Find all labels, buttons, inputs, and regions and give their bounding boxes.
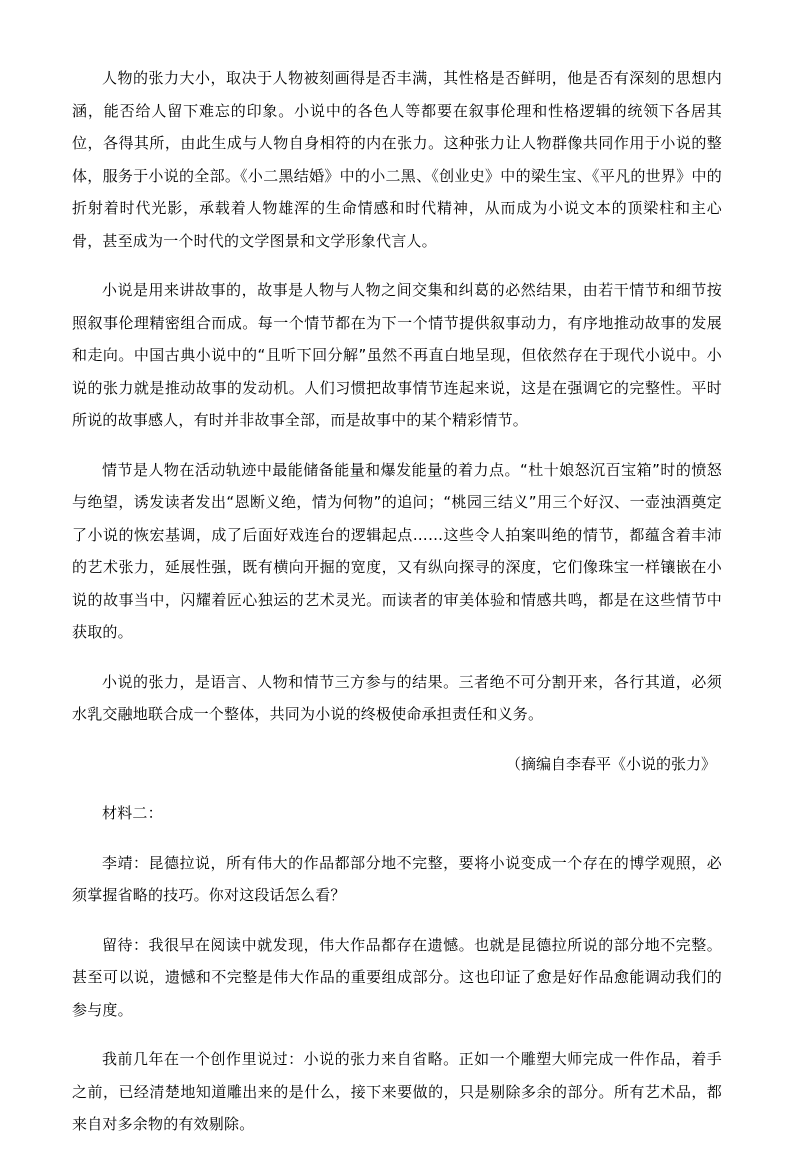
material-two-heading: 材料二： [102, 804, 163, 822]
document-page [72, 62, 722, 1158]
paragraph-conclusion: 小说的张力，是语言、人物和情节三方参与的结果。三者绝不可分割开来，各行其道，必须水乳交融地联合成一个整体，共同为小说的终极使命承担责任和义务。 [72, 672, 722, 723]
paragraph-plot: 情节是人物在活动轨迹中最能储备能量和爆发能量的着力点。“杜十娘怒沉百宝箱”时的愤怒与绝望，诱发读者发出“恩断义绝，情为何物”的追问；“桃园三结义”用三个好汉、一壶浊酒奠定了小说的恢宏基调，成了后面好戏连台的逻辑起点……这些令人拍案叫绝的情节，都蕴含着丰沛的艺术张力，延展性强，既有横向开掘的宽度，又有纵向探寻的深度，它们像珠宝一样镶嵌在小说的故事当中，闪耀着匠心独运的艺术灵光。而读者的审美体验和情感共鸣，都是在这些情节中获取的。 [72, 460, 722, 641]
paragraph-question: 李靖：昆德拉说，所有伟大的作品都部分地不完整，要将小说变成一个存在的博学观照，必须掌握省略的技巧。你对这段话怎么看？ [72, 853, 722, 904]
paragraph-answer: 留待：我很早在阅读中就发现，伟大作品都存在遗憾。也就是昆德拉所说的部分地不完整。甚至可以说，遗憾和不完整是伟大作品的重要组成部分。这也印证了愈是好作品愈能调动我们的参与度。 [72, 935, 722, 1019]
paragraph-character-tension: 人物的张力大小，取决于人物被刻画得是否丰满，其性格是否鲜明，他是否有深刻的思想内涵，能否给人留下难忘的印象。小说中的各色人等都要在叙事伦理和性格逻辑的统领下各居其位，各得其所，由此生成与人物自身相符的内在张力。这种张力让人物群像共同作用于小说的整体，服务于小说的全部。《小二黑结婚》中的小二黑、《创业史》中的梁生宝、《平凡的世界》中的折射着时代光影，承载着人物雄浑的生命情感和时代精神，从而成为小说文本的顶梁柱和主心骨，甚至成为一个时代的文学图景和文学形象代言人。 [72, 69, 722, 250]
paragraph-omission: 我前几年在一个创作里说过：小说的张力来自省略。正如一个雕塑大师完成一件作品，着手之前，已经清楚地知道雕出来的是什么，接下来要做的，只是剔除多余的部分。所有艺术品，都来自对多余物的有效剔除。 [72, 1050, 722, 1133]
source-citation: （摘编自李春平《小说的张力》 [505, 754, 716, 773]
paragraph-storytelling: 小说是用来讲故事的，故事是人物与人物之间交集和纠葛的必然结果，由若干情节和细节按照叙事伦理精密组合而成。每一个情节都在为下一个情节提供叙事动力，有序地推动故事的发展和走向。中国古典小说中的“且听下回分解”虽然不再直白地呈现，但依然存在于现代小说中。小说的张力就是推动故事的发动机。人们习惯把故事情节连起来说，这是在强调它的完整性。平时所说的故事感人，有时并非故事全部，而是故事中的某个精彩情节。 [72, 281, 722, 429]
